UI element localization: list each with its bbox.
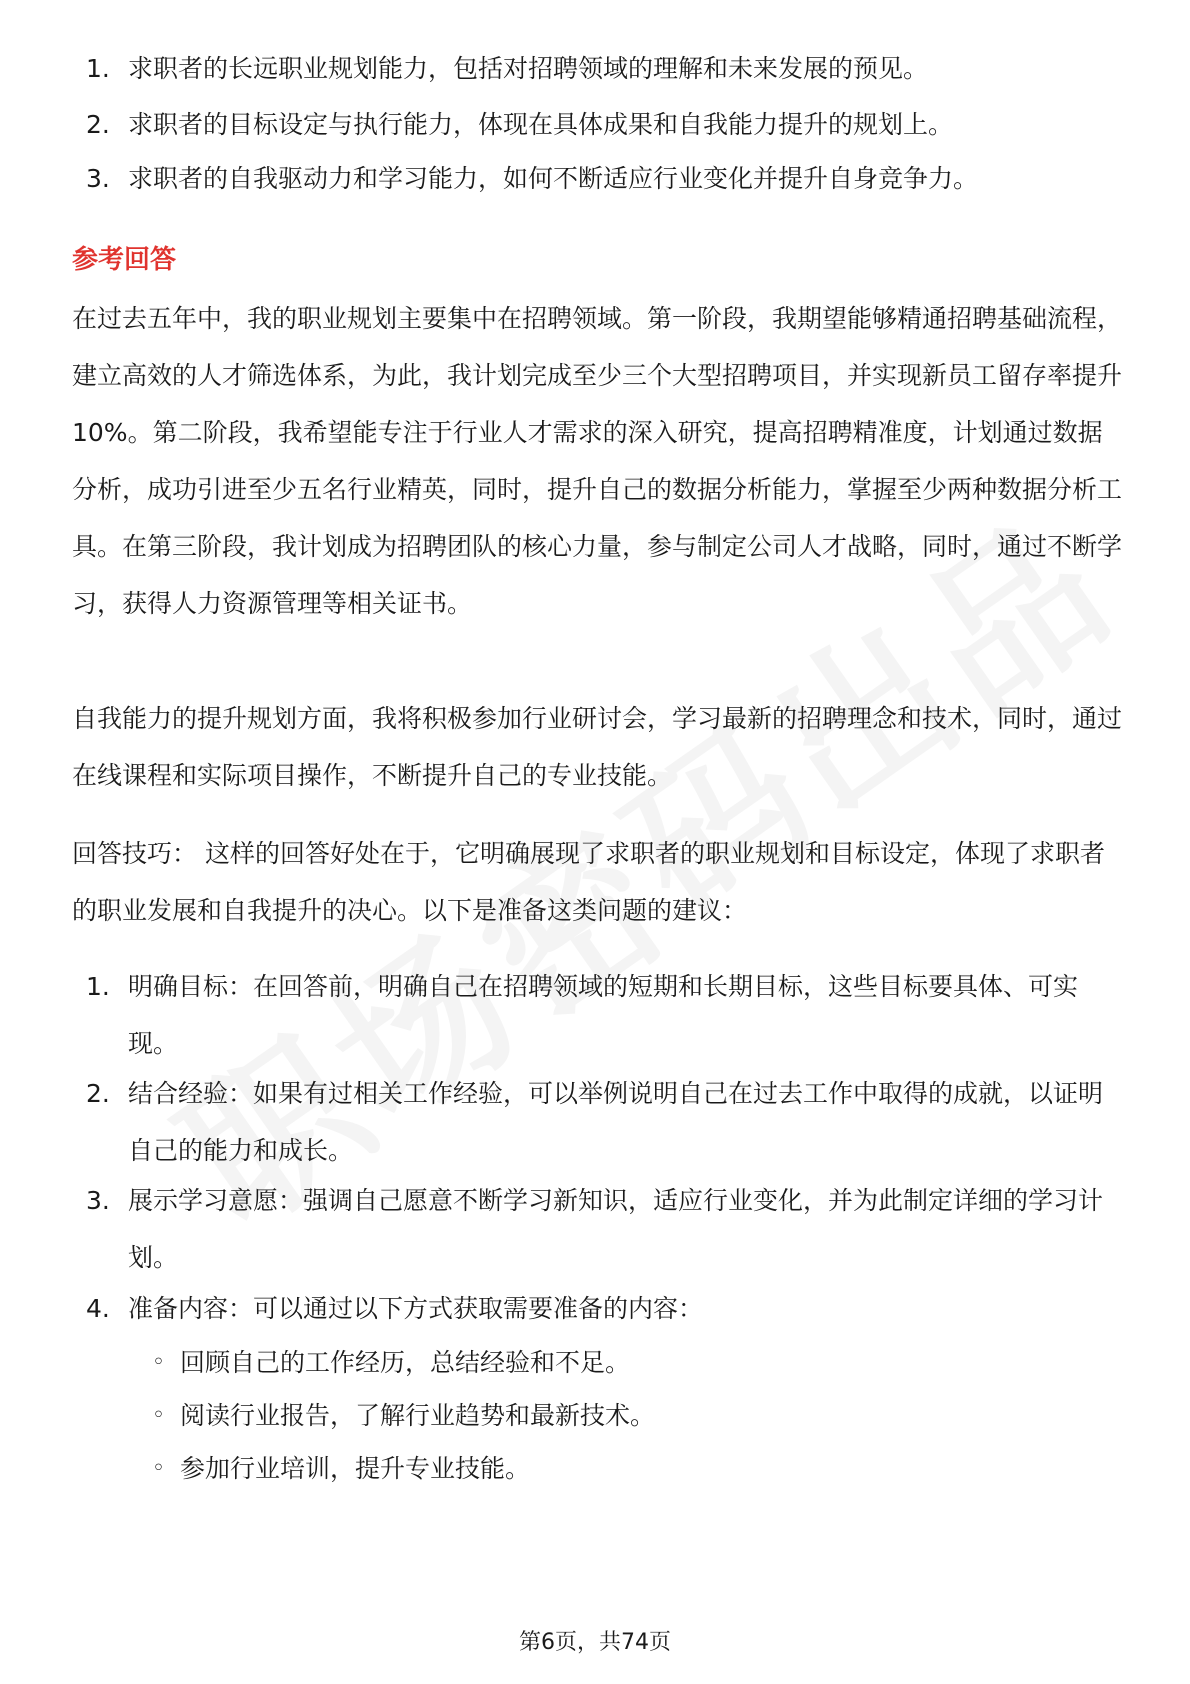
list-number: 4.: [86, 1294, 110, 1323]
list-number: 1.: [86, 972, 110, 1001]
list-text: 结合经验：如果有过相关工作经验，可以举例说明自己在过去工作中取得的成就，以证明自己的能力和成长。: [128, 1079, 1104, 1165]
list-text: 展示学习意愿：强调自己愿意不断学习新知识，适应行业变化，并为此制定详细的学习计划。: [128, 1186, 1104, 1272]
sub-list-text: 参加行业培训，提升专业技能。: [180, 1454, 531, 1483]
answer-paragraph: 在过去五年中，我的职业规划主要集中在招聘领域。第一阶段，我期望能够精通招聘基础流程，建立高效的人才筛选体系，为此，我计划完成至少三个大型招聘项目，并实现新员工留存率提升10%。第二阶段，我希望能专注于行业人才需求的深入研究，提高招聘精准度，计划通过数据分析，成功引进至少五名行业精英，同时，提升自己的数据分析能力，掌握至少两种数据分析工具。在第三阶段，我计划成为招聘团队的核心力量，参与制定公司人才战略，同时，通过不断学习，获得人力资源管理等相关证书。: [72, 304, 1123, 618]
list-number: 1.: [86, 54, 110, 83]
sub-list-text: 回顾自己的工作经历，总结经验和不足。: [180, 1348, 631, 1377]
bullet-icon: ◦: [152, 1350, 165, 1375]
list-text: 准备内容：可以通过以下方式获取需要准备的内容：: [128, 1294, 704, 1323]
list-text: 明确目标：在回答前，明确自己在招聘领域的短期和长期目标，这些目标要具体、可实现。: [128, 972, 1079, 1058]
page-footer: 第6页，共74页: [519, 1630, 671, 1655]
bullet-icon: ◦: [152, 1403, 165, 1428]
list-number: 3.: [86, 164, 110, 193]
answer-paragraph: 自我能力的提升规划方面，我将积极参加行业研讨会，学习最新的招聘理念和技术，同时，通过在线课程和实际项目操作，不断提升自己的专业技能。: [72, 704, 1123, 790]
list-text: 求职者的目标设定与执行能力，体现在具体成果和自我能力提升的规划上。: [128, 110, 954, 139]
list-number: 2.: [86, 110, 110, 139]
list-number: 2.: [86, 1079, 110, 1108]
list-number: 3.: [86, 1186, 110, 1215]
bullet-icon: ◦: [152, 1456, 165, 1481]
tips-intro-paragraph: 回答技巧： 这样的回答好处在于，它明确展现了求职者的职业规划和目标设定，体现了求职者的职业发展和自我提升的决心。以下是准备这类问题的建议：: [72, 839, 1105, 925]
list-text: 求职者的长远职业规划能力，包括对招聘领域的理解和未来发展的预见。: [128, 54, 929, 83]
list-text: 求职者的自我驱动力和学习能力，如何不断适应行业变化并提升自身竞争力。: [128, 164, 979, 193]
sub-list-text: 阅读行业报告，了解行业趋势和最新技术。: [180, 1401, 656, 1430]
section-title: 参考回答: [72, 245, 177, 275]
